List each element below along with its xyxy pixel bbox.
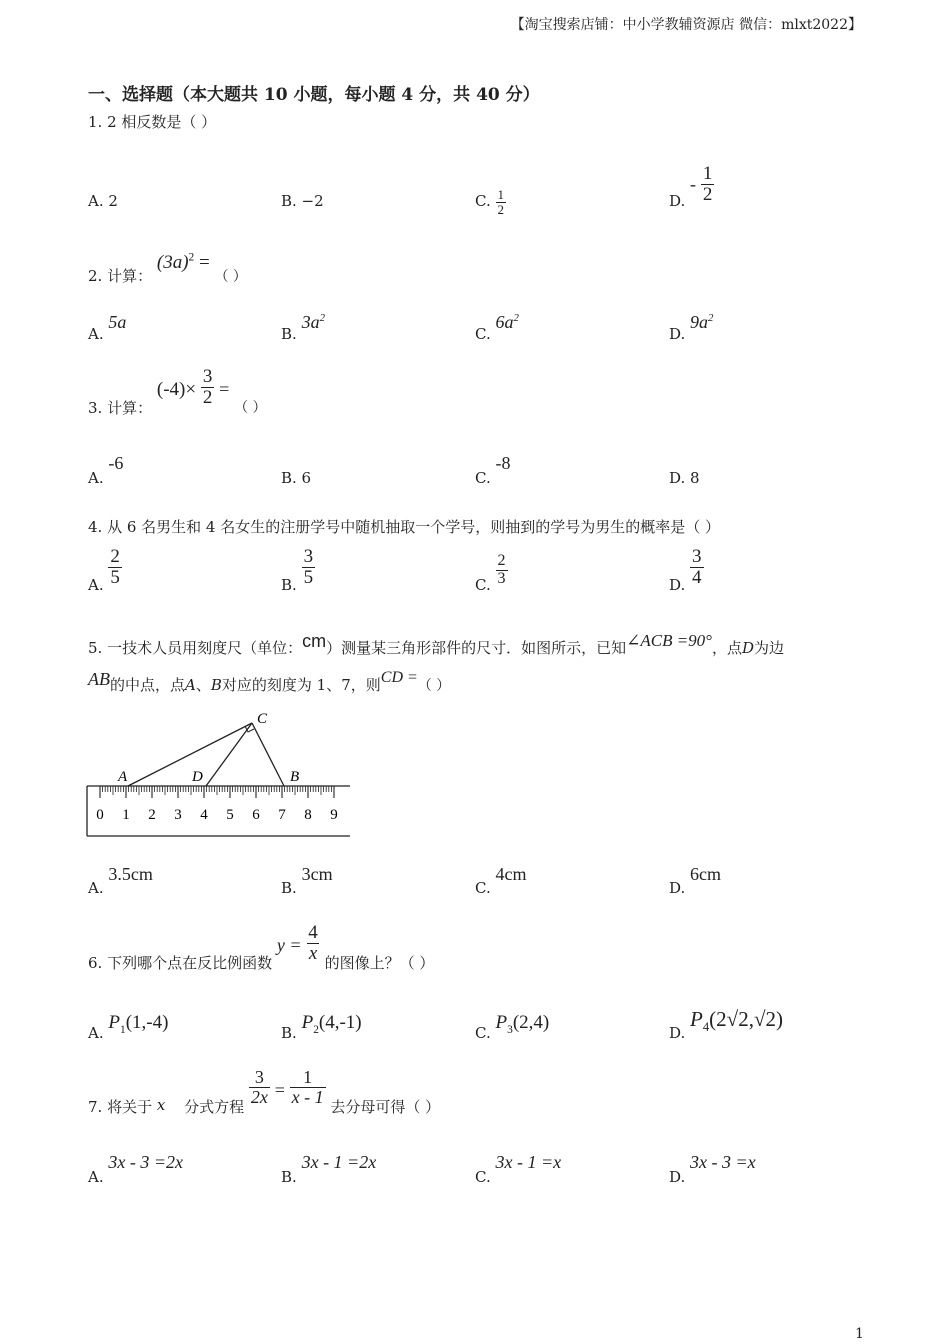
q1-d-label: D.: [669, 192, 686, 210]
q2-stem: 2. 计算：: [88, 267, 153, 285]
q6-c-sub: 3: [507, 1023, 513, 1036]
q3-c-val: -8: [495, 453, 511, 473]
q7-option-a: [88, 1152, 183, 1186]
q4-a-den: 5: [110, 566, 120, 588]
q2-option-d: [669, 312, 713, 343]
q5-ab: AB: [88, 669, 110, 689]
q5-c-val: 4cm: [495, 864, 527, 884]
ruler-number: 2: [148, 807, 156, 823]
q6-d-sub: 4: [702, 1020, 710, 1035]
q6-d-p: P: [690, 1007, 703, 1031]
q1-c-num: 1: [497, 186, 504, 202]
q2-d-expr: 9a: [690, 312, 709, 332]
q1-stem: 1. 2 相反数是（ ）: [88, 113, 217, 131]
q3-a-label: A.: [88, 469, 104, 487]
q6-option-d: [669, 1007, 783, 1042]
q3-option-d: D. 8: [669, 469, 700, 487]
q3-fraction: [201, 367, 215, 408]
q4-d-fraction: [690, 547, 704, 588]
q4-b-label: B.: [281, 576, 297, 594]
q6-b-label: B.: [281, 1024, 297, 1042]
q5-d-val: 6cm: [690, 864, 722, 884]
q6-b-sub: 2: [313, 1023, 319, 1036]
q5-sep: 、: [195, 676, 211, 694]
q1-d-fraction: [701, 164, 715, 205]
q7-stem-line: [88, 1068, 440, 1117]
q6-c-coord: (2,4): [512, 1012, 550, 1033]
ruler-numbers: [96, 807, 338, 823]
q4-a-label: A.: [88, 576, 104, 594]
q6-c-label: C.: [475, 1024, 491, 1042]
q2-option-b: [281, 312, 325, 343]
q2-c-label: C.: [475, 325, 491, 343]
q4-c-num: 2: [497, 552, 506, 569]
q4-b-den: 5: [303, 566, 314, 588]
segment-ac: [128, 723, 252, 786]
q4-d-num: 3: [692, 546, 702, 567]
q5-pb: B: [210, 676, 222, 694]
q5-option-d: [669, 864, 721, 897]
q5-tail: （ ）: [417, 678, 451, 694]
q6-c-p: P: [495, 1012, 508, 1033]
q4-c-label: C.: [475, 576, 491, 594]
q5-a-val: 3.5cm: [108, 864, 153, 884]
q1-d-sign: -: [690, 174, 697, 194]
q4-d-den: 4: [692, 566, 702, 588]
q4-b-fraction: [302, 547, 316, 588]
q6-b-p: P: [301, 1012, 314, 1033]
q3-eq: =: [219, 379, 230, 399]
q6-stem: 6. 下列哪个点在反比例函数: [88, 954, 273, 972]
q1-option-c: [475, 180, 506, 216]
q3-expr-left: (-4)×: [156, 379, 197, 400]
q5-c-label: C.: [475, 879, 491, 897]
q4-c-fraction: [496, 553, 508, 588]
q5-line2: [88, 669, 450, 695]
q5-a-label: A.: [88, 879, 104, 897]
q7-b-expr: 3x - 1 =2x: [301, 1152, 377, 1172]
q6-func-fraction: [306, 923, 320, 964]
q4-d-label: D.: [669, 576, 686, 594]
label-d: D: [192, 769, 203, 785]
q6-b-coord: (4,-1): [318, 1012, 362, 1033]
q2-d-label: D.: [669, 325, 686, 343]
q6-option-c: [475, 1012, 549, 1042]
q2-expr-exp: 2: [188, 252, 195, 264]
q7-a-label: A.: [88, 1168, 104, 1186]
q7-rhs-fraction: [290, 1068, 326, 1107]
q2-expr-eq: =: [194, 252, 210, 274]
q3-option-b: B. 6: [281, 469, 312, 487]
q4-a-fraction: [108, 547, 122, 588]
q3-den: 2: [202, 386, 213, 408]
q7-d-label: D.: [669, 1168, 686, 1186]
q7-var-x: x: [156, 1096, 166, 1114]
q4-option-b: [281, 547, 315, 594]
q7-rhs-den: x - 1: [291, 1086, 324, 1107]
q4-option-a: [88, 547, 122, 594]
q6-option-a: [88, 1012, 168, 1042]
q5-line1-a: 5. 一技术人员用刻度尺（单位：: [88, 639, 303, 657]
q6-stem-line: [88, 923, 434, 973]
q3-stem: 3. 计算：: [88, 399, 153, 417]
q2-tail: （ ）: [214, 269, 247, 285]
q2-b-expr: 3a: [301, 312, 320, 332]
label-b: B: [290, 769, 300, 785]
q5-option-b: [281, 864, 333, 897]
q6-func-den: x: [308, 942, 318, 964]
q2-b-label: B.: [281, 325, 297, 343]
ruler-number: 0: [96, 807, 104, 823]
ruler-number: 9: [330, 807, 338, 823]
q2-c-exp: 2: [513, 312, 519, 324]
label-a: A: [118, 769, 128, 785]
q4-a-num: 2: [110, 546, 120, 567]
q5-b-val: 3cm: [301, 864, 333, 884]
ruler-number: 7: [278, 807, 286, 823]
q4-b-num: 3: [303, 546, 314, 567]
q5-line1-c: ，点: [711, 639, 742, 657]
ruler-ticks: [100, 786, 334, 798]
segment-cb: [252, 723, 284, 786]
label-c: C: [257, 711, 268, 727]
q7-c-expr: 3x - 1 =x: [495, 1152, 562, 1172]
q5-option-c: [475, 864, 527, 897]
q3-num: 3: [202, 366, 213, 387]
q5-line2-b: 对应的刻度为 1、7，则: [221, 676, 381, 694]
q7-a-expr: 3x - 3 =2x: [108, 1152, 184, 1172]
section-title: 一、选择题（本大题共 10 小题，每小题 4 分，共 40 分）: [88, 85, 540, 105]
q1-d-num: 1: [702, 163, 713, 184]
q7-option-d: [669, 1152, 756, 1186]
q1-c-fraction: [496, 188, 507, 216]
q7-stem-b: 分式方程: [184, 1098, 245, 1116]
q7-lhs-den: 2x: [250, 1086, 268, 1107]
q3-option-a: [88, 453, 123, 487]
q5-line1-b: ）测量某三角形部件的尺寸．如图所示，已知: [326, 639, 627, 657]
q1-c-label: C.: [475, 192, 491, 210]
q6-a-p: P: [108, 1012, 120, 1033]
q5-point-d: D: [742, 639, 755, 657]
q4-option-d: [669, 547, 704, 594]
q7-eq: =: [274, 1080, 285, 1100]
q5-line1: [88, 631, 784, 658]
q5-line2-a: 的中点，点: [110, 676, 186, 694]
q7-lhs-num: 3: [254, 1067, 264, 1087]
q2-a-label: A.: [88, 325, 104, 343]
q5-pa: A: [185, 676, 196, 694]
q1-c-den: 2: [497, 201, 504, 217]
q2-option-a: [88, 312, 126, 343]
ruler-number: 5: [226, 807, 234, 823]
page-number: 1: [855, 1326, 864, 1342]
q5-b-label: B.: [281, 879, 297, 897]
q5-option-a: [88, 864, 153, 897]
ruler-number: 8: [304, 807, 312, 823]
q7-c-label: C.: [475, 1168, 491, 1186]
q1-option-b: B. −2: [281, 192, 324, 210]
q3-option-c: [475, 453, 511, 487]
ruler-number: 6: [252, 807, 260, 823]
q5-angle: ∠ACB =90°: [626, 631, 712, 650]
q6-func-y: y =: [276, 935, 302, 955]
ruler-number: 1: [122, 807, 130, 823]
q7-b-label: B.: [281, 1168, 297, 1186]
q5-cd: CD =: [380, 669, 418, 686]
q5-unit: cm: [302, 631, 327, 651]
q2-option-c: [475, 312, 519, 343]
q2-c-expr: 6a: [495, 312, 514, 332]
q2-expr-base: (3a): [156, 252, 189, 274]
segment-cd: [206, 723, 252, 786]
q3-a-val: -6: [108, 453, 124, 473]
q5-d-label: D.: [669, 879, 686, 897]
q7-stem-a: 7. 将关于: [88, 1098, 153, 1116]
q7-option-b: [281, 1152, 376, 1186]
q2-expression: [157, 252, 210, 273]
q1-option-d: [669, 164, 714, 210]
q5-line1-d: 为边: [754, 639, 785, 657]
q3-tail: （ ）: [234, 400, 267, 416]
q7-d-expr: 3x - 3 =x: [690, 1152, 756, 1172]
q7-stem-c: 去分母可得（ ）: [330, 1098, 441, 1116]
q5-ruler-figure: [84, 704, 354, 840]
q7-option-c: [475, 1152, 561, 1186]
q6-a-sub: 1: [120, 1023, 126, 1036]
q7-rhs-num: 1: [303, 1067, 313, 1087]
q6-a-label: A.: [88, 1024, 104, 1042]
q3-stem-line: [88, 367, 267, 418]
q4-option-c: [475, 553, 508, 594]
q2-a-expr: 5a: [108, 312, 127, 332]
q2-b-exp: 2: [319, 312, 325, 324]
header-note: 【淘宝搜索店铺：中小学教辅资源店 微信：mlxt2022】: [510, 17, 862, 33]
q3-c-label: C.: [475, 469, 491, 487]
q6-option-b: [281, 1012, 362, 1042]
ruler-number: 4: [200, 807, 208, 823]
q7-lhs-fraction: [249, 1068, 270, 1107]
q1-option-a: A. 2: [88, 192, 118, 210]
q6-stem-tail: 的图像上？（ ）: [324, 954, 435, 972]
q1-d-den: 2: [702, 183, 713, 205]
ruler-number: 3: [174, 807, 182, 823]
q2-stem-line: [88, 252, 247, 286]
q6-a-coord: (1,-4): [125, 1012, 169, 1033]
q4-c-den: 3: [497, 569, 506, 587]
q6-d-label: D.: [669, 1024, 686, 1042]
q6-func-num: 4: [308, 922, 318, 943]
q6-d-coord: (2√2,√2): [709, 1007, 783, 1031]
q2-d-exp: 2: [708, 312, 714, 324]
q4-stem: 4. 从 6 名男生和 4 名女生的注册学号中随机抽取一个学号，则抽到的学号为男生的概率是（ ）: [88, 518, 721, 536]
